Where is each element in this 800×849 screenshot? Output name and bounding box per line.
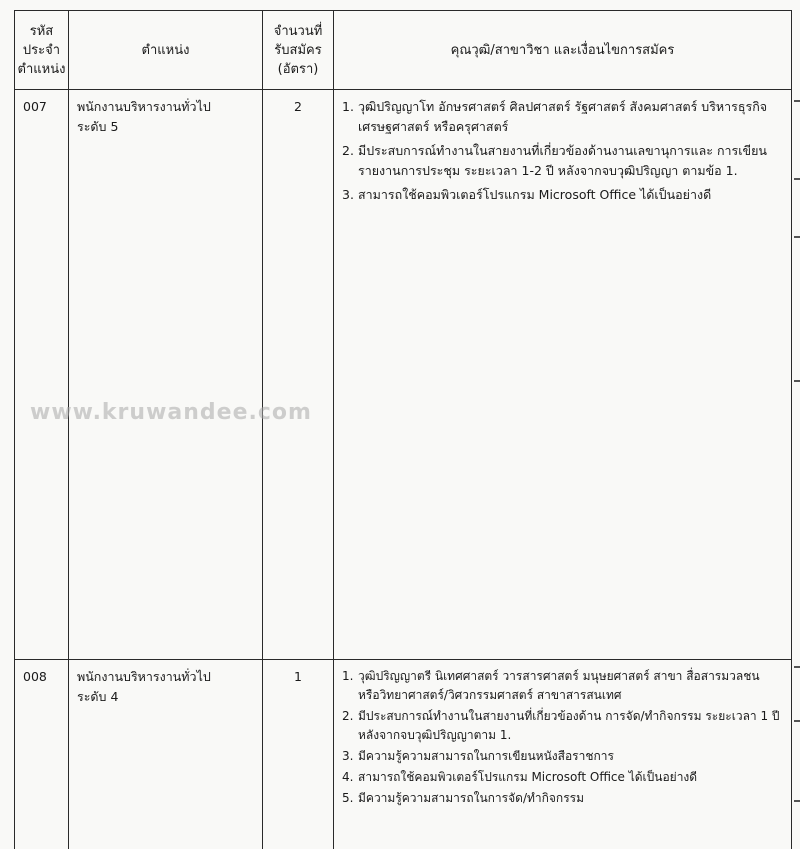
header-count-line: จำนวนที่	[273, 23, 323, 39]
row-code: 007	[23, 99, 47, 114]
header-code	[15, 11, 68, 89]
edge-mark	[794, 380, 800, 382]
requirement-item: 3. สามารถใช้คอมพิวเตอร์โปรแกรม Microsoft Office ได้เป็นอย่างดี	[342, 187, 712, 202]
requirement-item: 4. สามารถใช้คอมพิวเตอร์โปรแกรม Microsoft Office ได้เป็นอย่างดี	[342, 770, 698, 784]
requirement-item: 2. มีประสบการณ์ทำงานในสายงานที่เกี่ยวข้องด้านงานเลขานุการและ การเขียนรายงานการประชุม ระยะเวลา 1-2 ปี หลังจากจบวุฒิปริญญา ตามข้อ 1.	[342, 143, 767, 178]
row-title	[77, 667, 259, 707]
header-code-line: รหัส	[29, 23, 54, 39]
requirement-item: 3. มีความรู้ความสามารถในการเขียนหนังสือราชการ	[342, 749, 614, 763]
edge-mark	[794, 800, 800, 802]
row-title-line: พนักงานบริหารงานทั่วไป	[77, 99, 211, 114]
row-title-line: พนักงานบริหารงานทั่วไป	[77, 669, 211, 684]
row-title	[77, 97, 259, 137]
row-count: 1	[294, 669, 302, 684]
edge-mark	[794, 236, 800, 238]
header-count	[263, 11, 333, 89]
edge-mark	[794, 720, 800, 722]
edge-mark	[794, 178, 800, 180]
header-qualifications: คุณวุฒิ/สาขาวิชา และเงื่อนไขการสมัคร	[450, 42, 675, 58]
edge-mark	[794, 100, 800, 102]
header-position: ตำแหน่ง	[141, 42, 190, 58]
edge-mark	[794, 666, 800, 668]
row-title-line: ระดับ 5	[77, 119, 119, 134]
requirement-item: 1. วุฒิปริญญาตรี นิเทศศาสตร์ วารสารศาสตร์ มนุษยศาสตร์ สาขา สื่อสารมวลชน หรือวิทยาศาสตร์/วิศวกรรมศาสตร์ สาขาสารสนเทศ	[342, 669, 760, 702]
row-requirements	[342, 97, 782, 209]
row-count: 2	[294, 99, 302, 114]
row-title-line: ระดับ 4	[77, 689, 119, 704]
job-table	[14, 10, 792, 849]
requirement-item: 5. มีความรู้ความสามารถในการจัด/ทำกิจกรรม	[342, 791, 584, 805]
requirement-item: 2. มีประสบการณ์ทำงานในสายงานที่เกี่ยวข้องด้าน การจัด/ทำกิจกรรม ระยะเวลา 1 ปี หลังจากจบวุฒิปริญญาตาม 1.	[342, 709, 780, 742]
header-count-line: รับสมัคร	[274, 42, 322, 58]
row-requirements	[342, 667, 782, 810]
requirement-item: 1. วุฒิปริญญาโท อักษรศาสตร์ ศิลปศาสตร์ รัฐศาสตร์ สังคมศาสตร์ บริหารธุรกิจ เศรษฐศาสตร์ หรือครุศาสตร์	[342, 99, 768, 134]
header-count-line: (อัตรา)	[277, 61, 319, 77]
row-code: 008	[23, 669, 47, 684]
header-code-line: ตำแหน่ง	[17, 61, 66, 77]
header-code-line: ประจำ	[22, 42, 61, 58]
watermark-text: www.kruwandee.com	[30, 400, 312, 425]
